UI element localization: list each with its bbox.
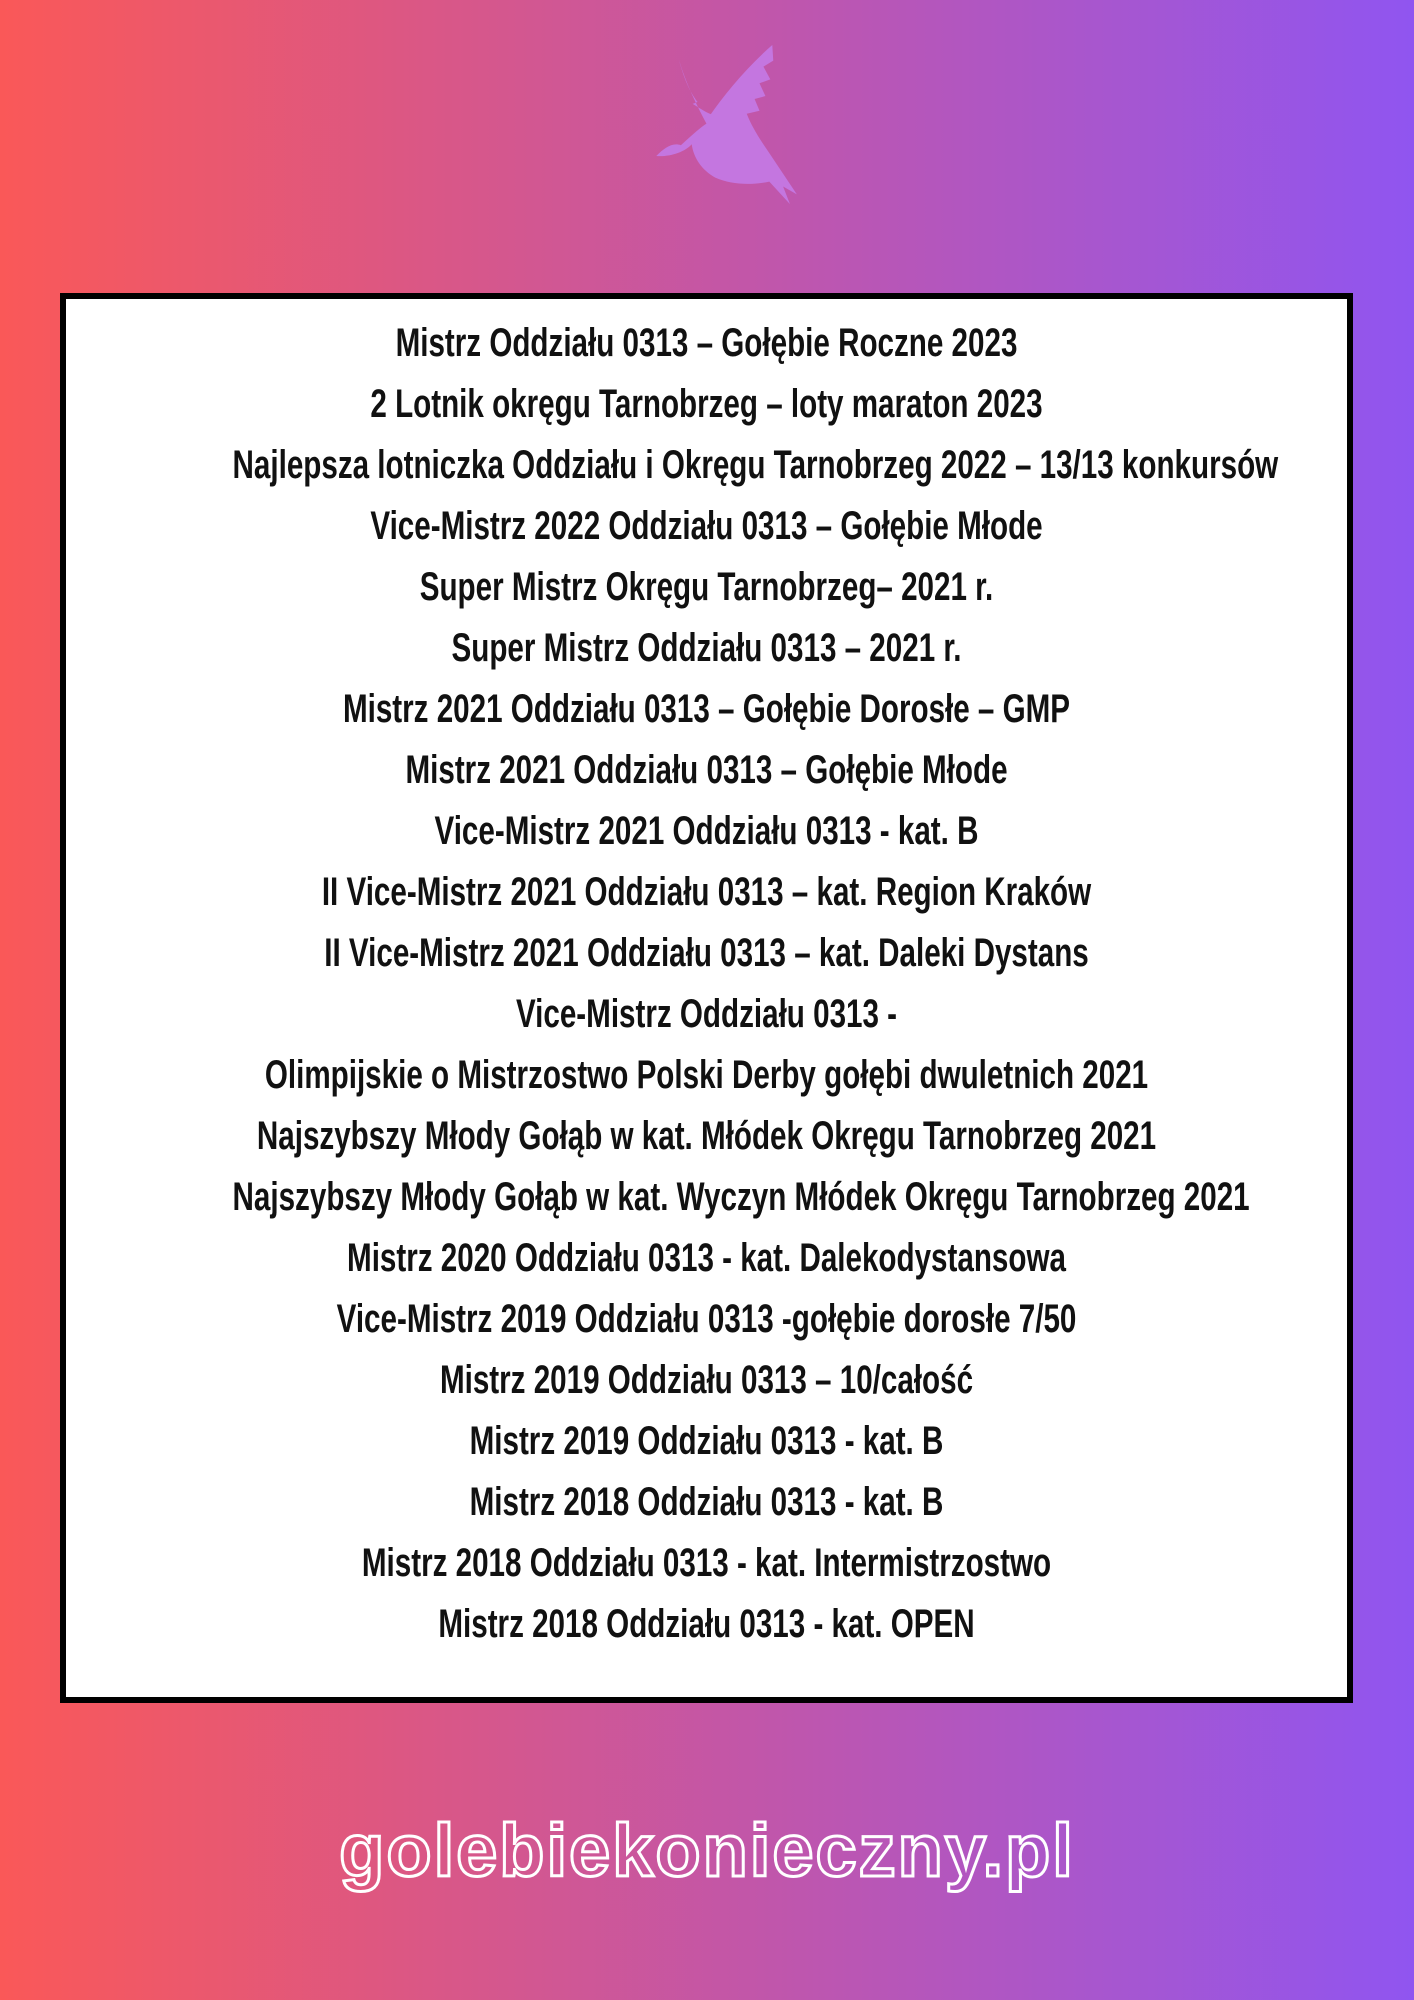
- achievement-line: Mistrz 2018 Oddziału 0313 - kat. Intermistrzostwo: [361, 1541, 1052, 1585]
- achievement-line: Mistrz 2021 Oddziału 0313 – Gołębie Młode: [405, 748, 1008, 792]
- website-text: golebiekonieczny.pl: [339, 1809, 1075, 1892]
- dove-shape: [656, 45, 797, 204]
- achievement-line: Mistrz 2019 Oddziału 0313 – 10/całość: [439, 1358, 974, 1402]
- achievement-line: II Vice-Mistrz 2021 Oddziału 0313 – kat. Region Kraków: [321, 870, 1092, 914]
- achievement-line: Vice-Mistrz 2021 Oddziału 0313 - kat. B: [434, 809, 979, 853]
- achievement-line: Mistrz 2019 Oddziału 0313 - kat. B: [469, 1419, 944, 1463]
- achievement-line: Vice-Mistrz Oddziału 0313 -: [515, 992, 898, 1036]
- achievement-line: Najszybszy Młody Gołąb w kat. Wyczyn Młódek Okręgu Tarnobrzeg 2021: [232, 1175, 1250, 1219]
- achievement-line: Mistrz 2020 Oddziału 0313 - kat. Dalekodystansowa: [347, 1236, 1066, 1280]
- achievement-line: Vice-Mistrz 2022 Oddziału 0313 – Gołębie Młode: [370, 504, 1043, 548]
- achievements-box: [60, 293, 1353, 1703]
- achievement-line: Najlepsza lotniczka Oddziału i Okręgu Tarnobrzeg 2022 – 13/13 konkursów: [232, 443, 1279, 487]
- achievement-line: Mistrz 2021 Oddziału 0313 – Gołębie Dorosłe – GMP: [342, 687, 1071, 731]
- achievement-line: Super Mistrz Oddziału 0313 – 2021 r.: [451, 626, 962, 670]
- achievement-line: Olimpijskie o Mistrzostwo Polski Derby gołębi dwuletnich 2021: [264, 1053, 1149, 1097]
- achievement-line: Super Mistrz Okręgu Tarnobrzeg– 2021 r.: [419, 565, 994, 609]
- achievement-line: 2 Lotnik okręgu Tarnobrzeg – loty maraton 2023: [370, 382, 1043, 426]
- dove-icon: [652, 42, 810, 214]
- achievements-list: [66, 313, 1347, 1655]
- achievement-line: Mistrz 2018 Oddziału 0313 - kat. B: [469, 1480, 944, 1524]
- achievement-line: Najszybszy Młody Gołąb w kat. Młódek Okręgu Tarnobrzeg 2021: [256, 1114, 1157, 1158]
- achievement-line: Mistrz Oddziału 0313 – Gołębie Roczne 2023: [395, 321, 1018, 365]
- achievement-line: II Vice-Mistrz 2021 Oddziału 0313 – kat. Daleki Dystans: [324, 931, 1089, 975]
- achievement-line: Vice-Mistrz 2019 Oddziału 0313 -gołębie dorosłe 7/50: [336, 1297, 1077, 1341]
- achievement-line: Mistrz 2018 Oddziału 0313 - kat. OPEN: [438, 1602, 975, 1646]
